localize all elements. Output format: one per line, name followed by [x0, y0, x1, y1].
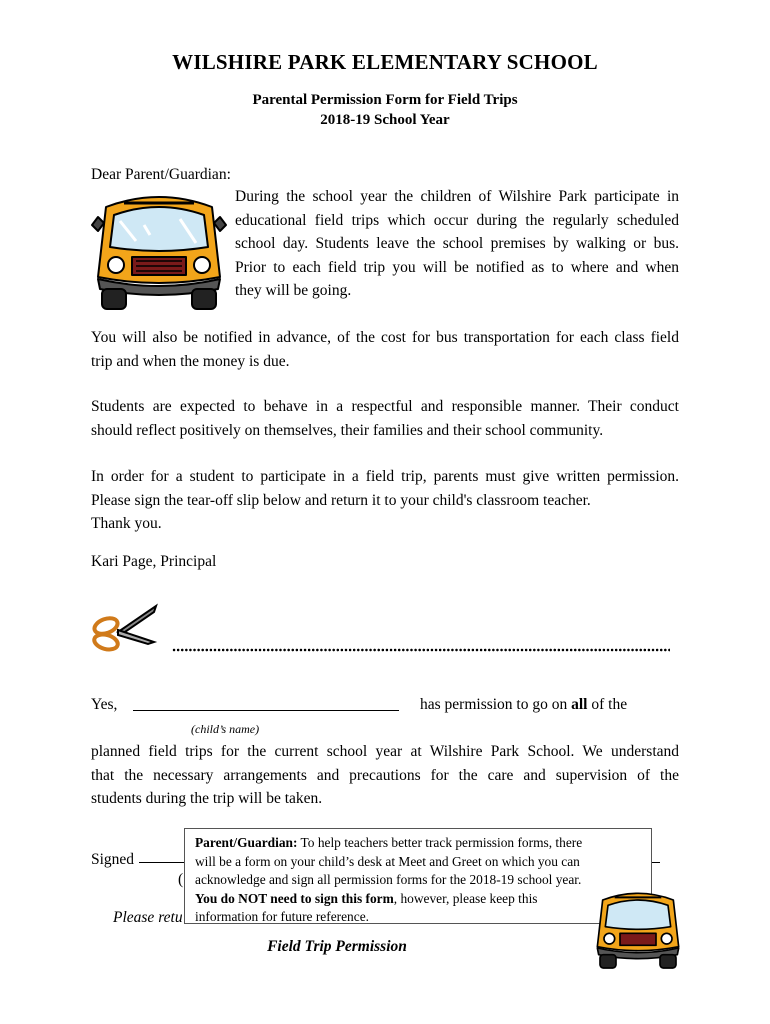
note-text: , however, please keep this: [393, 890, 538, 906]
footer-title: Field Trip Permission: [267, 938, 407, 955]
child-name-field[interactable]: [133, 692, 399, 711]
intro-line: educational field trips which occur during the regularly scheduled: [235, 211, 679, 229]
paragraph-line: should reflect positively on themselves, their families and their school community.: [91, 421, 604, 439]
form-title: Parental Permission Form for Field Trips: [252, 92, 518, 108]
paragraph-line: trip and when the money is due.: [91, 352, 290, 370]
signature-caption-partial: (: [178, 871, 184, 888]
permission-text: [420, 693, 627, 717]
note-line: acknowledge and sign all permission forms for the 2018-19 school year.: [195, 872, 582, 888]
signed-label: Signed: [91, 851, 135, 868]
tear-line: [172, 648, 670, 652]
intro-paragraph: [235, 185, 679, 303]
notice-paragraph: [91, 326, 679, 373]
scissors-icon: [88, 602, 160, 656]
intro-line: they will be going.: [235, 282, 352, 299]
salutation: Dear Parent/Guardian:: [91, 166, 231, 183]
school-name: WILSHIRE PARK ELEMENTARY SCHOOL: [172, 50, 598, 74]
signature-field[interactable]: [139, 845, 187, 863]
paragraph-line: students during the trip will be taken.: [91, 790, 323, 807]
school-bus-icon: [84, 185, 234, 313]
note-bold: You do NOT need to sign this form: [195, 890, 394, 906]
permission-pre: has permission to go on: [420, 696, 572, 713]
paragraph-line: Please sign the tear-off slip below and return it to your child's classroom teacher.: [91, 491, 591, 509]
slip-paragraph: [91, 740, 679, 811]
permission-paragraph: [91, 465, 679, 536]
note-text: To help teachers better track permission forms, there: [297, 835, 583, 850]
principal-signature: Kari Page, Principal: [91, 553, 217, 570]
paragraph-line: You will also be notified in advance, of the cost for bus transportation for each class field: [91, 329, 679, 346]
note-line: will be a form on your child’s desk at Meet and Greet on which you can: [195, 853, 580, 869]
paragraph-line: Students are expected to behave in a respectful and responsible manner. Their conduct: [91, 398, 679, 415]
please-return-text: Please retu: [113, 909, 183, 926]
small-school-bus-icon: [588, 882, 688, 974]
child-name-caption: (child’s name): [191, 722, 260, 736]
conduct-paragraph: [91, 395, 679, 442]
paragraph-line: that the necessary arrangements and precautions for the care and supervision of the: [91, 766, 679, 784]
intro-line: Prior to each field trip you will be notified as to where and when: [235, 258, 679, 276]
paragraph-line: In order for a student to participate in a field trip, parents must give written permission.: [91, 468, 679, 485]
paragraph-line: planned field trips for the current school year at Wilshire Park School. We understand: [91, 743, 679, 760]
intro-line: During the school year the children of Wilshire Park participate in: [235, 188, 679, 205]
thank-you: Thank you.: [91, 515, 162, 532]
yes-label: Yes,: [91, 696, 118, 713]
permission-post: of the: [587, 696, 628, 713]
note-lead: Parent/Guardian:: [195, 835, 298, 850]
permission-bold: all: [571, 696, 588, 713]
intro-line: school day. Students leave the school premises by walking or bus.: [235, 235, 679, 252]
note-line: information for future reference.: [195, 909, 369, 925]
parent-guardian-note: [184, 828, 652, 924]
school-year: 2018-19 School Year: [320, 112, 450, 128]
